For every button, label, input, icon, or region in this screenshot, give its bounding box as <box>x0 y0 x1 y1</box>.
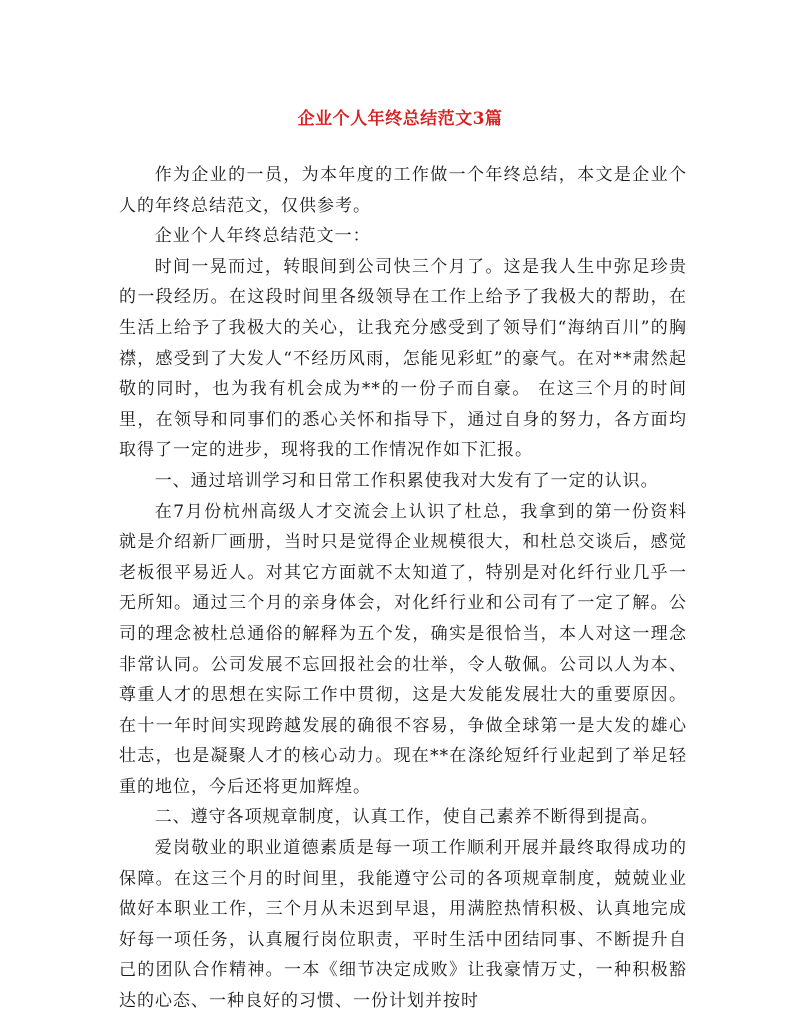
paragraph-intro: 作为企业的一员，为本年度的工作做一个年终总结，本文是企业个人的年终总结范文，仅供参考。 <box>119 165 687 216</box>
paragraph-section-one: 在7月份杭州高级人才交流会上认识了杜总，我拿到的第一份资料就是介绍新厂画册，当时只是觉得企业规模很大，和杜总交谈后，感觉老板很平易近人。对其它方面就不太知道了，特别是对化纤行业几乎一无所知。通过三个月的亲身体会，对化纤行业和公司有了一定了解。公司的理念被杜总通俗的解释为五个发，确实是很恰当，本人对这一理念非常认同。公司发展不忘回报社会的壮举，令人敬佩。公司以人为本、尊重人才的思想在实际工作中贯彻，这是大发能发展壮大的重要原因。在十一年时间实现跨越发展的确很不容易，争做全球第一是大发的雄心壮志，也是凝聚人才的核心动力。现在**在涤纶短纤行业起到了举足轻重的地位，今后还将更加辉煌。 <box>119 501 687 797</box>
document-title: 企业个人年终总结范文3篇 <box>297 109 503 129</box>
paragraph-opening: 时间一晃而过，转眼间到公司快三个月了。这是我人生中弥足珍贵的一段经历。在这段时间里各级领导在工作上给予了我极大的帮助，在生活上给予了我极大的关心，让我充分感受到了领导们“海纳百川”的胸襟，感受到了大发人“不经历风雨，怎能见彩虹”的豪气。在对**肃然起敬的同时，也为我有机会成为**的一份子而自豪。 在这三个月的时间里，在领导和同事们的悉心关怀和指导下，通过自身的努力，各方面均取得了一定的进步，现将我的工作情况作如下汇报。 <box>119 256 687 461</box>
section-heading-two: 二、遵守各项规章制度，认真工作，使自己素养不断得到提高。 <box>154 807 659 828</box>
section-heading-one: 一、通过培训学习和日常工作积累使我对大发有了一定的认识。 <box>154 470 659 491</box>
paragraph-sample-heading: 企业个人年终总结范文一： <box>154 226 371 247</box>
paragraph-section-two: 爱岗敬业的职业道德素质是每一项工作顺利开展并最终取得成功的保障。在这三个月的时间里，我能遵守公司的各项规章制度，兢兢业业做好本职业工作，三个月从未迟到早退，用满腔热情积极、认真地完成好每一项任务，认真履行岗位职责，平时生活中团结同事、不断提升自己的团队合作精神。一本《细节决定成败》让我豪情万丈，一种积极豁达的心态、一种良好的习惯、一份计划并按时 <box>119 838 687 1012</box>
document-body <box>119 160 687 1017</box>
